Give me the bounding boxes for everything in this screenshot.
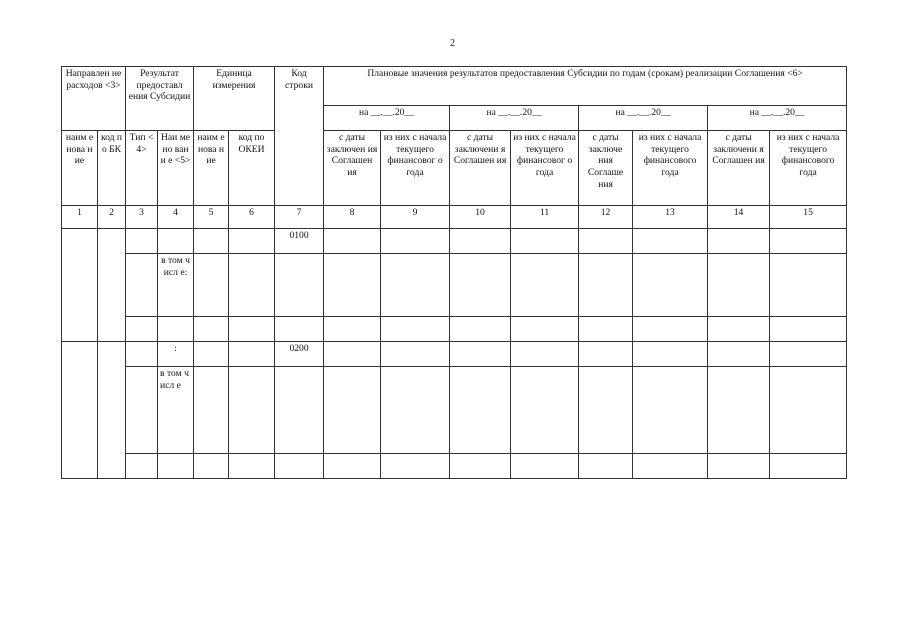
cell[interactable]: [511, 367, 579, 454]
cell[interactable]: [579, 254, 633, 317]
table-row: [62, 367, 847, 454]
cell[interactable]: [633, 254, 708, 317]
column-number: 11: [511, 206, 579, 229]
table-row: [62, 317, 847, 342]
cell[interactable]: [324, 254, 381, 317]
header-planned: Плановые значения результатов предоставления Субсидии по годам (срокам) реализации Соглашения <6>: [324, 67, 847, 106]
cell[interactable]: [708, 367, 770, 454]
colon-mark: :: [158, 342, 194, 367]
cell[interactable]: [324, 317, 381, 342]
cell[interactable]: [275, 254, 324, 317]
column-number: 9: [381, 206, 450, 229]
column-number: 13: [633, 206, 708, 229]
cell[interactable]: [324, 454, 381, 479]
cell[interactable]: [194, 342, 229, 367]
cell[interactable]: [511, 254, 579, 317]
cell[interactable]: [126, 229, 158, 254]
cell[interactable]: [708, 254, 770, 317]
from-year-start-1: из них с начала текущего финансовог о года: [381, 131, 450, 206]
column-number: 6: [229, 206, 275, 229]
table-row: [62, 254, 847, 317]
sub-header-unit-name: наим енова ние: [194, 131, 229, 206]
header-code-row: Код строки: [275, 67, 324, 206]
since-signing-3: с даты заключе ния Соглаше ния: [579, 131, 633, 206]
cell[interactable]: [158, 454, 194, 479]
cell[interactable]: [126, 367, 158, 454]
cell[interactable]: [229, 254, 275, 317]
column-number: 1: [62, 206, 98, 229]
table-row: [62, 229, 847, 254]
cell[interactable]: [450, 317, 511, 342]
cell[interactable]: [126, 454, 158, 479]
period-3: на __.__.20__: [579, 106, 708, 131]
cell[interactable]: [324, 229, 381, 254]
cell[interactable]: [708, 454, 770, 479]
cell[interactable]: [275, 367, 324, 454]
header-row-1: [62, 67, 847, 106]
row-code: 0100: [275, 229, 324, 254]
cell[interactable]: [511, 317, 579, 342]
page-number: 2: [450, 38, 455, 49]
table-row: [62, 454, 847, 479]
header-result: Результат предоставл ения Субсидии: [126, 67, 194, 131]
cell[interactable]: [511, 342, 579, 367]
cell[interactable]: [126, 342, 158, 367]
cell[interactable]: [450, 454, 511, 479]
period-4: на __.__.20__: [708, 106, 847, 131]
since-signing-4: с даты заключени я Соглашен ия: [708, 131, 770, 206]
cell[interactable]: [275, 317, 324, 342]
cell[interactable]: [158, 317, 194, 342]
cell[interactable]: [511, 229, 579, 254]
cell[interactable]: [194, 229, 229, 254]
column-number-row: [62, 206, 847, 229]
cell[interactable]: [579, 367, 633, 454]
cell[interactable]: [450, 229, 511, 254]
cell[interactable]: [381, 317, 450, 342]
cell[interactable]: [381, 454, 450, 479]
cell[interactable]: [229, 317, 275, 342]
cell[interactable]: [381, 342, 450, 367]
cell[interactable]: [579, 317, 633, 342]
column-number: 2: [98, 206, 126, 229]
column-number: 5: [194, 206, 229, 229]
cell[interactable]: [770, 454, 847, 479]
cell[interactable]: [579, 342, 633, 367]
cell[interactable]: [633, 229, 708, 254]
including-label: в том числ е:: [158, 254, 194, 317]
cell[interactable]: [324, 367, 381, 454]
cell[interactable]: [633, 342, 708, 367]
column-number: 12: [579, 206, 633, 229]
cell[interactable]: [194, 254, 229, 317]
cell[interactable]: [126, 317, 158, 342]
cell[interactable]: [633, 454, 708, 479]
header-direction: Направлен не расходов <3>: [62, 67, 126, 131]
cell[interactable]: [98, 229, 126, 342]
cell[interactable]: [62, 342, 98, 479]
column-number: 4: [158, 206, 194, 229]
cell[interactable]: [229, 229, 275, 254]
cell[interactable]: [62, 229, 98, 342]
cell[interactable]: [381, 229, 450, 254]
including-label: в том числ е: [158, 367, 194, 454]
cell[interactable]: [450, 342, 511, 367]
cell[interactable]: [158, 229, 194, 254]
cell[interactable]: [633, 367, 708, 454]
cell[interactable]: [579, 454, 633, 479]
from-year-start-2: из них с начала текущего финансовог о года: [511, 131, 579, 206]
cell[interactable]: [381, 254, 450, 317]
column-number: 3: [126, 206, 158, 229]
table-row: [62, 342, 847, 367]
cell[interactable]: [229, 454, 275, 479]
cell[interactable]: [770, 317, 847, 342]
cell[interactable]: [194, 317, 229, 342]
cell[interactable]: [770, 367, 847, 454]
row-code: 0200: [275, 342, 324, 367]
cell[interactable]: [194, 367, 229, 454]
sub-header-okei: код по ОКЕИ: [229, 131, 275, 206]
cell[interactable]: [708, 317, 770, 342]
cell[interactable]: [708, 229, 770, 254]
cell[interactable]: [98, 342, 126, 479]
column-number: 14: [708, 206, 770, 229]
column-number: 8: [324, 206, 381, 229]
cell[interactable]: [229, 367, 275, 454]
cell[interactable]: [770, 342, 847, 367]
column-number: 7: [275, 206, 324, 229]
cell[interactable]: [229, 342, 275, 367]
cell[interactable]: [511, 454, 579, 479]
period-1: на __.__.20__: [324, 106, 450, 131]
results-table: [61, 66, 847, 479]
since-signing-2: с даты заключени я Соглашен ия: [450, 131, 511, 206]
since-signing-1: с даты заключен ия Соглашен ия: [324, 131, 381, 206]
cell[interactable]: [194, 454, 229, 479]
cell[interactable]: [324, 342, 381, 367]
header-unit: Единица измерения: [194, 67, 275, 131]
header-row-3: [62, 131, 847, 206]
cell[interactable]: [126, 254, 158, 317]
cell[interactable]: [450, 367, 511, 454]
cell[interactable]: [450, 254, 511, 317]
sub-header-name: наим енова ние: [62, 131, 98, 206]
column-number: 10: [450, 206, 511, 229]
sub-header-result-name: Наи мено вани е <5>: [158, 131, 194, 206]
from-year-start-3: из них с начала текущего финансового года: [633, 131, 708, 206]
cell[interactable]: [579, 229, 633, 254]
cell[interactable]: [275, 454, 324, 479]
period-2: на __.__.20__: [450, 106, 579, 131]
sub-header-type: Тип <4>: [126, 131, 158, 206]
cell[interactable]: [770, 254, 847, 317]
column-number: 15: [770, 206, 847, 229]
cell[interactable]: [708, 342, 770, 367]
sub-header-bk: код по БК: [98, 131, 126, 206]
cell[interactable]: [633, 317, 708, 342]
from-year-start-4: из них с начала текущего финансового года: [770, 131, 847, 206]
cell[interactable]: [381, 367, 450, 454]
cell[interactable]: [770, 229, 847, 254]
